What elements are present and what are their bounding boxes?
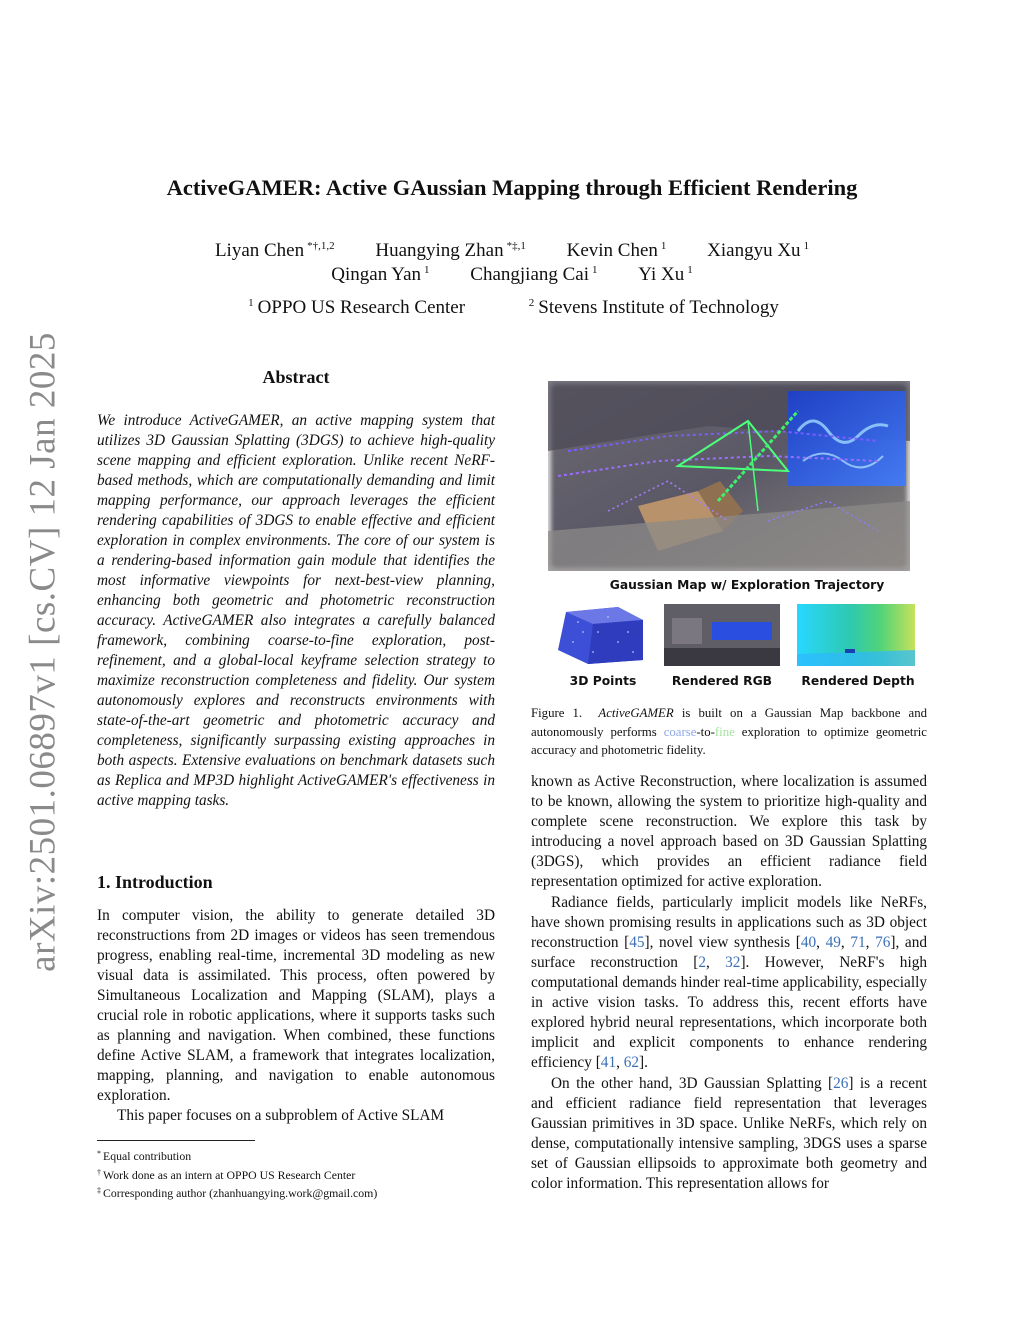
abstract-text: We introduce ActiveGAMER, an active mapping system that utilizes 3D Gaussian Splatting (3DGS) to achieve high-quality scene mapping and efficient exploration. Unlike recent NeRF-based methods, which are computationally demanding and limit mapping performance, our approach leverages the efficient rendering capabilities of 3DGS to enable effective and efficient exploration in complex environments. The core of our system is a rendering-based information gain module that identifies the most informative viewpoints for next-best-view planning, enhancing both geometric and photometric reconstruction accuracy. ActiveGAMER also integrates a carefully balanced framework, combining coarse-to-fine exploration, post-refinement, and a global-local keyframe selection strategy to maximize reconstruction completeness and fidelity. Our system autonomously explores and reconstructs environments with state-of-the-art geometric and photometric accuracy and completeness, significantly surpassing existing approaches in both aspects. Extensive evaluations on benchmark datasets such as Replica and MP3D highlight ActiveGAMER's effectiveness in active mapping tasks.	[97, 412, 495, 809]
author-row-2	[80, 264, 944, 286]
right-paragraph-2: Radiance fields, particularly implicit models like NeRFs, have shown promising results in applications such as 3D object reconstruction [45], novel view synthesis [40, 49, 71, 76], and surface reconstruction [2, 32]. However, NeRF's high computational demands hinder real-time applicability, especially in active vision tasks. To address this, recent efforts have explored hybrid neural representations, which incorporate both implicit and explicit components to enhance rendering efficiency [41, 62].	[531, 894, 927, 1071]
footnote: * Equal contribution	[97, 1149, 192, 1163]
footnote: † Work done as an intern at OPPO US Research Center	[97, 1167, 356, 1182]
author: Changjiang Cai $^1$	[470, 264, 598, 285]
rgb-thumbnail	[664, 604, 780, 666]
footnote: ‡ Corresponding author (zhanhuangying.work@gmail.com)	[97, 1186, 378, 1200]
author: Yi Xu $^1$	[638, 264, 693, 285]
figure-sub-label: Rendered Depth	[801, 674, 915, 688]
citation-link[interactable]: 71	[850, 934, 866, 951]
arxiv-stamp	[18, 332, 68, 972]
citation-link[interactable]: 45	[629, 934, 645, 951]
author: Xiangyu Xu $^1$	[707, 240, 810, 261]
affiliation: $^2$ Stevens Institute of Technology	[528, 297, 779, 318]
citation-link[interactable]: 32	[725, 954, 741, 971]
affiliation: $^1$ OPPO US Research Center	[248, 297, 466, 318]
footnotes	[97, 1146, 497, 1202]
paper-title: ActiveGAMER: Active GAussian Mapping through Efficient Rendering	[166, 175, 858, 200]
citation-link[interactable]: 2	[698, 954, 707, 971]
right-paragraph-3: On the other hand, 3D Gaussian Splatting [26] is a recent and efficient radiance field representation that leverages Gaussian primitives in 3D space. Unlike NeRFs, which rely on dense, computationally intensive sampling, 3DGS uses a sparse set of Gaussian ellipsoids to approximate both geometry and color information. This representation allows for	[531, 1075, 927, 1192]
citation-link[interactable]: 26	[833, 1075, 849, 1092]
figure-sub-label: 3D Points	[569, 674, 637, 688]
gaussian-map-image	[548, 381, 910, 571]
author: Kevin Chen $^1$	[566, 240, 667, 261]
figure-main-label: Gaussian Map w/ Exploration Trajectory	[609, 578, 885, 592]
citation-link[interactable]: 62	[623, 1054, 640, 1071]
citation-link[interactable]: 41	[600, 1054, 617, 1071]
author: Huangying Zhan $^{*\ddagger,1}$	[375, 240, 526, 261]
points-thumbnail	[548, 602, 658, 667]
figure-caption: Figure 1. ActiveGAMER is built on a Gaussian Map backbone and autonomously performs coarse-to-fine exploration to optimize geometric accuracy and photometric fidelity.	[531, 706, 927, 757]
author: Liyan Chen $^{*\dagger,1,2}$	[214, 240, 335, 261]
abstract-heading: Abstract	[262, 367, 330, 387]
arxiv-id: arXiv:2501.06897v1 [cs.CV] 12 Jan 2025	[22, 332, 64, 972]
right-paragraph-1: known as Active Reconstruction, where localization is assumed to be known, allowing the system to prioritize high-quality and complete scene reconstruction. We explore this task by introducing a novel approach based on 3D Gaussian Splatting (3DGS), which provides an efficient radiance field representation optimized for active exploration.	[531, 773, 927, 890]
section-heading-introduction: 1. Introduction	[97, 872, 213, 892]
depth-thumbnail	[797, 604, 915, 666]
figure-sub-label: Rendered RGB	[671, 674, 773, 688]
affiliations	[80, 297, 944, 319]
intro-paragraph-1: In computer vision, the ability to generate detailed 3D reconstructions from 2D images or videos has seen tremendous progress, enabling real-time, incremental 3D modeling as new visual data is assimilated. This process, often powered by Simultaneous Localization and Mapping (SLAM), plays a crucial role in robotic applications, where it supports tasks such as planning and navigation. When combined, these functions define Active SLAM, a framework that integrates localization, mapping, planning, and navigation to enable autonomous exploration.	[97, 907, 495, 1104]
footnote-rule	[97, 1140, 255, 1141]
citation-link[interactable]: 49	[825, 934, 841, 951]
citation-link[interactable]: 40	[800, 934, 817, 951]
citation-link[interactable]: 76	[875, 934, 891, 951]
author: Qingan Yan $^1$	[331, 264, 430, 285]
intro-paragraph-2: This paper focuses on a subproblem of Active SLAM	[117, 1107, 445, 1124]
author-row-1	[80, 240, 944, 262]
